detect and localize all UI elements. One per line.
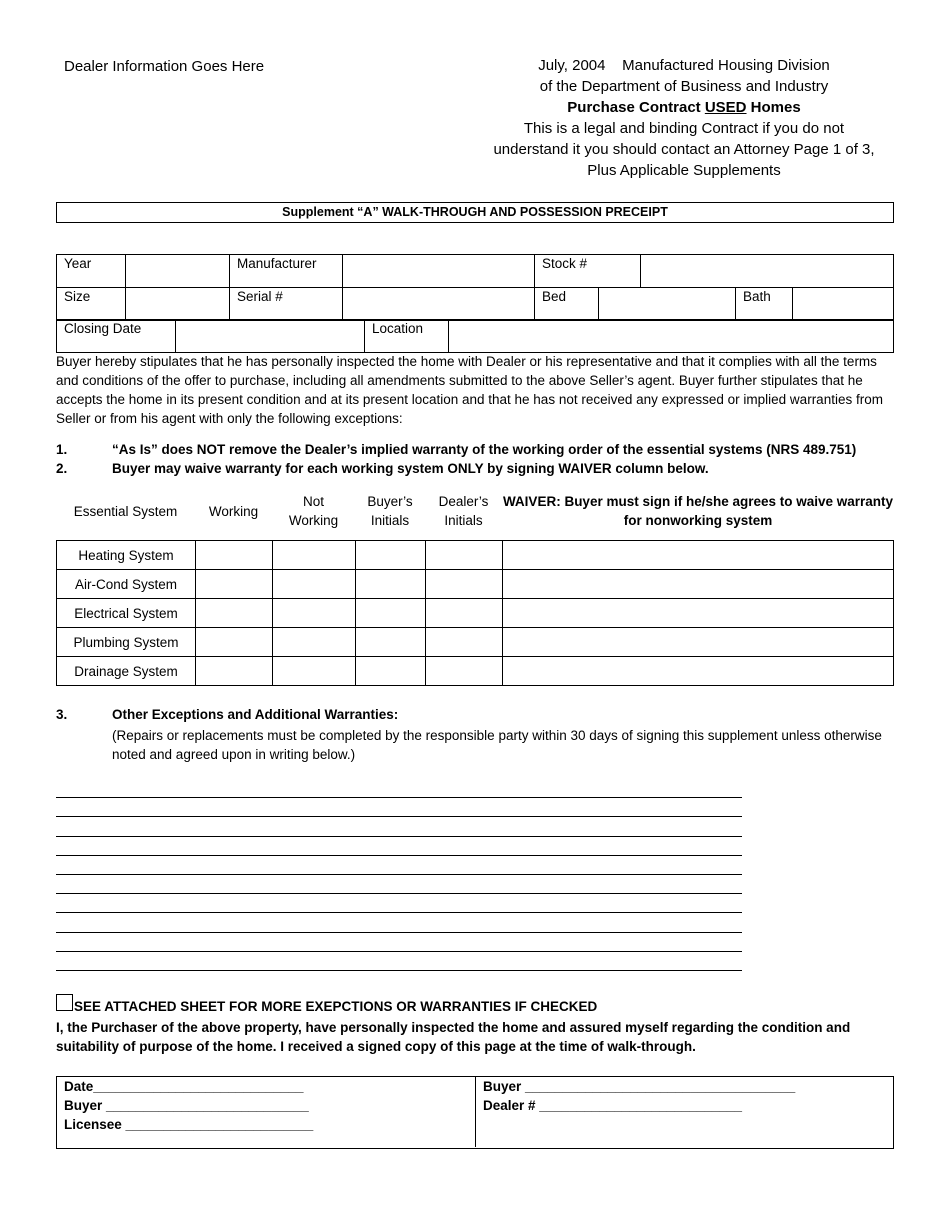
size-label: Size (57, 288, 126, 321)
waiver-cell[interactable] (503, 657, 894, 686)
dealer-info: Dealer Information Goes Here (64, 58, 265, 75)
buyers-initials-cell[interactable] (356, 570, 426, 599)
col-dealers-line1: Dealer’s (438, 494, 489, 509)
date-signature-line[interactable]: Date____________________________ (64, 1079, 304, 1094)
table-row (57, 657, 894, 686)
buyers-initials-cell[interactable] (356, 599, 426, 628)
dealer-number-line[interactable]: Dealer # ___________________________ (483, 1098, 743, 1113)
year-label: Year (57, 255, 126, 288)
item-1-text: “As Is” does NOT remove the Dealer’s implied warranty of the working order of the essential systems (NRS 489.751) (112, 442, 857, 457)
working-cell[interactable] (196, 570, 273, 599)
write-line[interactable] (56, 816, 742, 817)
home-info-table-row3 (56, 319, 894, 353)
write-line[interactable] (56, 893, 742, 894)
table-row (57, 628, 894, 657)
serial-field[interactable] (343, 288, 535, 321)
item-3-number: 3. (56, 707, 68, 722)
write-line[interactable] (56, 932, 742, 933)
write-line[interactable] (56, 855, 742, 856)
write-line[interactable] (56, 970, 742, 971)
home-info-table-row2 (56, 287, 894, 321)
title-post: Homes (746, 99, 801, 116)
home-info-table (56, 254, 894, 288)
write-line[interactable] (56, 874, 742, 875)
col-not-working (272, 492, 355, 530)
form-title (480, 97, 888, 118)
header-division: Manufactured Housing Division (622, 57, 830, 74)
working-cell[interactable] (196, 541, 273, 570)
col-essential-system: Essential System (73, 504, 178, 519)
bed-label: Bed (535, 288, 599, 321)
header-line-4: This is a legal and binding Contract if you do not (523, 120, 845, 137)
system-name: Electrical System (57, 599, 196, 628)
col-buyers-line1: Buyer’s (367, 494, 413, 509)
buyers-initials-cell[interactable] (356, 541, 426, 570)
col-dealers-line2: Initials (444, 513, 483, 528)
location-field[interactable] (449, 320, 894, 353)
dealers-initials-cell[interactable] (426, 570, 503, 599)
see-attached-label: SEE ATTACHED SHEET FOR MORE EXEPCTIONS OR WARRANTIES IF CHECKED (74, 999, 598, 1014)
see-attached-checkbox[interactable] (56, 994, 73, 1011)
size-field[interactable] (126, 288, 230, 321)
buyers-initials-cell[interactable] (356, 628, 426, 657)
supplement-title: Supplement “A” WALK-THROUGH AND POSSESSION PRECEIPT (56, 202, 894, 223)
item-2-number: 2. (56, 461, 68, 476)
stock-label: Stock # (535, 255, 641, 288)
buyer-signature-line-right[interactable]: Buyer ____________________________________ (483, 1079, 796, 1094)
write-line[interactable] (56, 912, 742, 913)
title-used: USED (704, 99, 747, 116)
buyer-signature-line[interactable]: Buyer ___________________________ (64, 1098, 309, 1113)
working-cell[interactable] (196, 657, 273, 686)
col-buyers-line2: Initials (370, 513, 410, 528)
serial-label: Serial # (230, 288, 343, 321)
exceptions-note: (Repairs or replacements must be completed by the responsible party within 30 days of signing this supplement unless otherwise noted and agreed upon in writing below.) (112, 728, 882, 762)
col-not-working-line1: Not (302, 494, 324, 509)
system-name: Air-Cond System (57, 570, 196, 599)
header-date: July, 2004 (538, 57, 606, 74)
dealers-initials-cell[interactable] (426, 657, 503, 686)
table-row (57, 599, 894, 628)
not-working-cell[interactable] (273, 570, 356, 599)
buyers-initials-cell[interactable] (356, 657, 426, 686)
header-line-1 (480, 55, 888, 76)
waiver-cell[interactable] (503, 570, 894, 599)
system-name: Drainage System (57, 657, 196, 686)
bath-label: Bath (736, 288, 793, 321)
col-not-working-line2: Working (288, 513, 339, 528)
working-cell[interactable] (196, 599, 273, 628)
stock-field[interactable] (641, 255, 894, 288)
table-row (57, 541, 894, 570)
not-working-cell[interactable] (273, 628, 356, 657)
col-waiver-line2: for nonworking system (623, 513, 773, 528)
manufacturer-label: Manufacturer (230, 255, 343, 288)
system-name: Heating System (57, 541, 196, 570)
not-working-cell[interactable] (273, 541, 356, 570)
col-waiver (502, 492, 894, 530)
col-dealers-initials (425, 492, 502, 530)
bath-field[interactable] (793, 288, 894, 321)
licensee-signature-line[interactable]: Licensee _________________________ (64, 1117, 314, 1132)
waiver-cell[interactable] (503, 599, 894, 628)
closing-date-label: Closing Date (57, 320, 176, 353)
dealers-initials-cell[interactable] (426, 599, 503, 628)
bed-field[interactable] (599, 288, 736, 321)
col-waiver-line1: WAIVER: Buyer must sign if he/she agrees to waive warranty (502, 494, 894, 509)
waiver-cell[interactable] (503, 628, 894, 657)
title-pre: Purchase Contract (567, 99, 705, 116)
write-line[interactable] (56, 797, 742, 798)
write-line[interactable] (56, 836, 742, 837)
working-cell[interactable] (196, 628, 273, 657)
system-name: Plumbing System (57, 628, 196, 657)
write-line[interactable] (56, 951, 742, 952)
col-working: Working (208, 504, 259, 519)
signature-divider (475, 1076, 476, 1147)
item-1-number: 1. (56, 442, 68, 457)
dealers-initials-cell[interactable] (426, 541, 503, 570)
year-field[interactable] (126, 255, 230, 288)
dealers-initials-cell[interactable] (426, 628, 503, 657)
closing-date-field[interactable] (176, 320, 365, 353)
waiver-cell[interactable] (503, 541, 894, 570)
not-working-cell[interactable] (273, 657, 356, 686)
item-2-text: Buyer may waive warranty for each working system ONLY by signing WAIVER column below. (112, 461, 709, 476)
item-3-title: Other Exceptions and Additional Warranties: (112, 707, 399, 722)
essential-systems-table (56, 540, 894, 686)
header-line-2: of the Department of Business and Industry (539, 78, 829, 95)
not-working-cell[interactable] (273, 599, 356, 628)
location-label: Location (365, 320, 449, 353)
manufacturer-field[interactable] (343, 255, 535, 288)
stipulation-text: Buyer hereby stipulates that he has personally inspected the home with Dealer or his representative and that it complies with all the terms and conditions of the offer to purchase, including all amendments submitted to the above Seller’s agent. Buyer further stipulates that he accepts the home in its present condition and at its present location and that he has not received any expressed or implied warranties from Seller or from his agent with only the following exceptions: (56, 354, 883, 426)
header-line-5: understand it you should contact an Attorney Page 1 of 3, (493, 141, 875, 158)
header-line-6: Plus Applicable Supplements (587, 162, 781, 179)
form-header (480, 55, 888, 181)
col-buyers-initials (355, 492, 425, 530)
table-row (57, 570, 894, 599)
purchaser-statement: I, the Purchaser of the above property, have personally inspected the home and assured myself regarding the condition and suitability of purpose of the home. I received a signed copy of this page at the time of walk-through. (56, 1020, 851, 1054)
